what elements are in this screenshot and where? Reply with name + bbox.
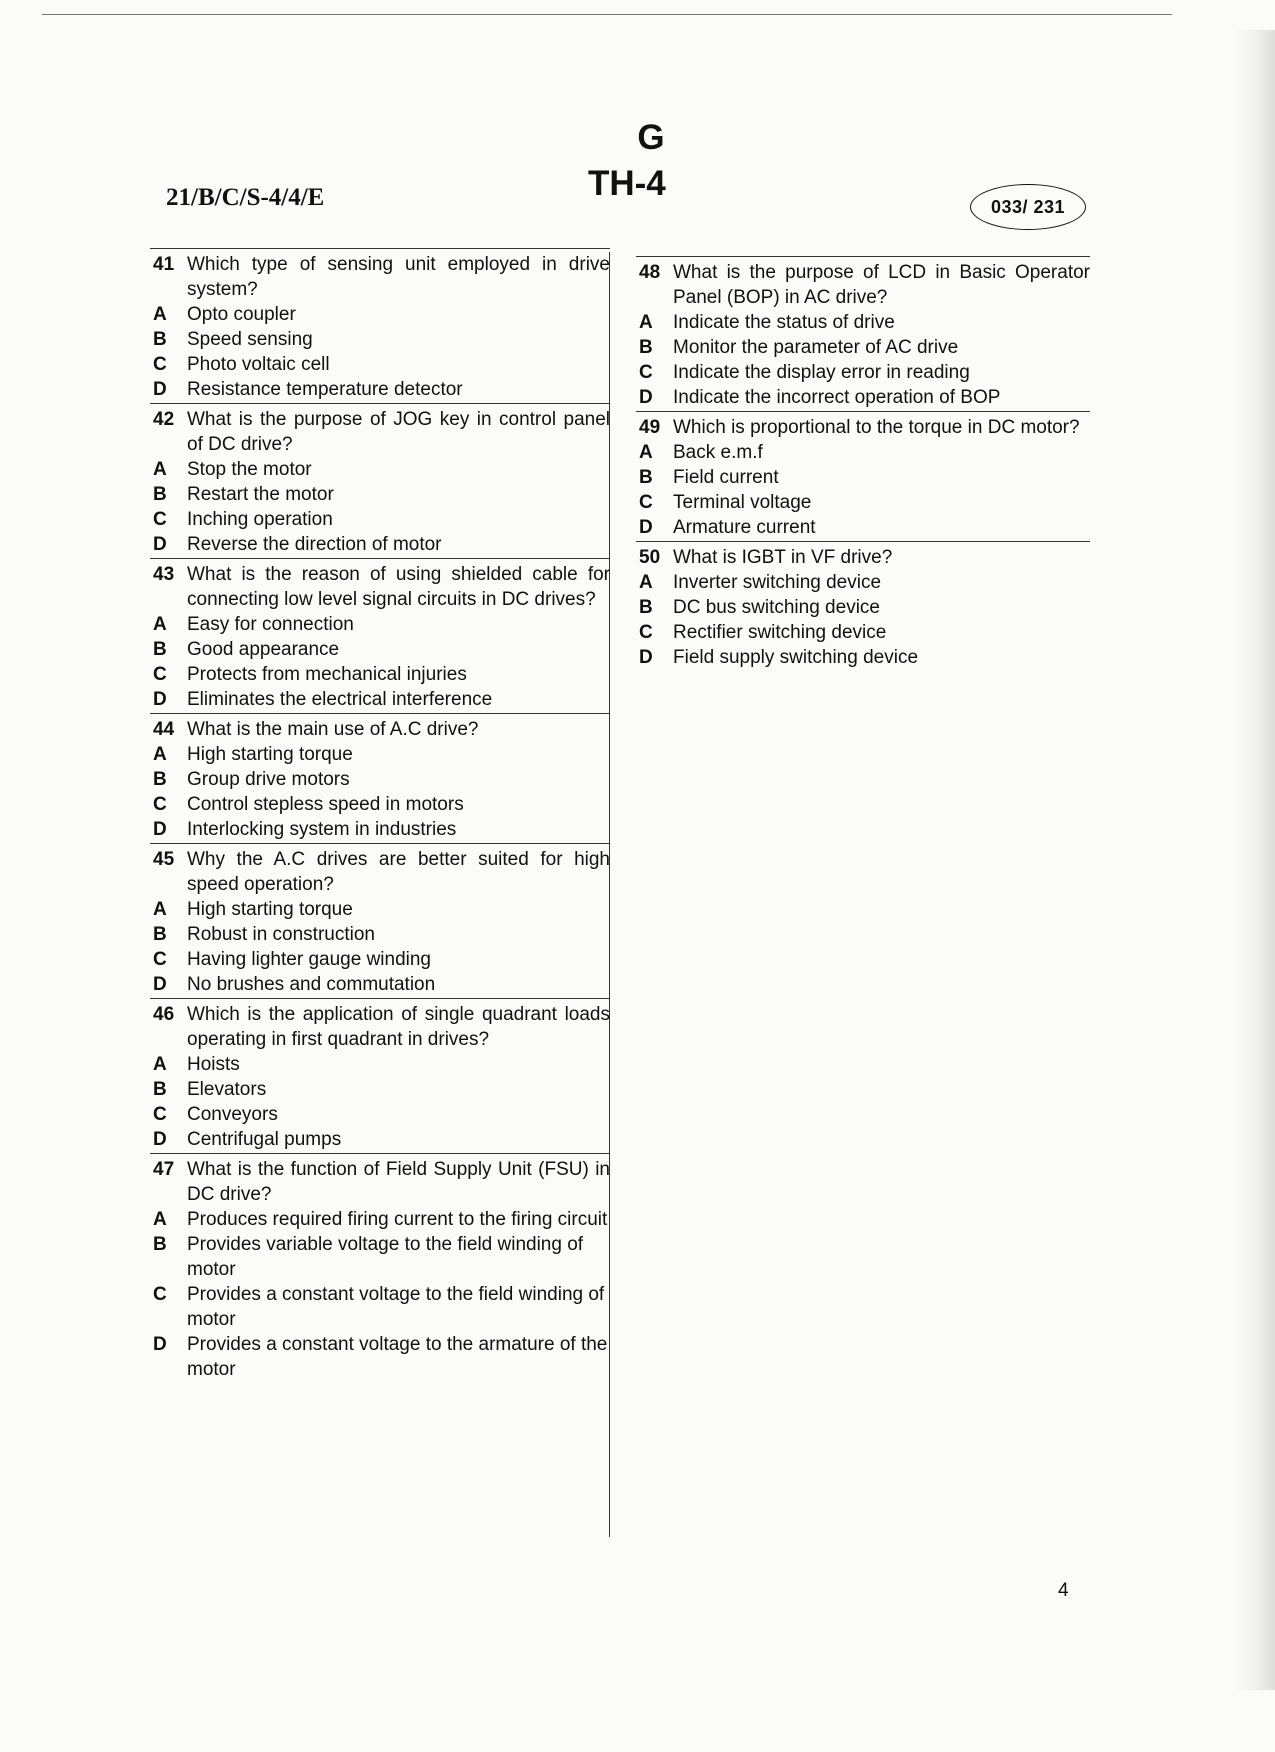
option <box>150 742 610 767</box>
option-text: Back e.m.f <box>673 442 763 463</box>
question <box>150 1153 610 1383</box>
option-text: Hoists <box>187 1054 240 1075</box>
option-letter: C <box>153 664 167 685</box>
option <box>150 767 610 792</box>
option <box>150 792 610 817</box>
option-letter: D <box>153 974 167 995</box>
question <box>636 411 1090 541</box>
option-letter: B <box>639 337 653 358</box>
option-text: Indicate the incorrect operation of BOP <box>673 387 1001 408</box>
option-letter: A <box>153 1054 167 1075</box>
question-number: 48 <box>639 262 661 283</box>
question-text: Which type of sensing unit employed in drive system? <box>187 254 610 300</box>
option-letter: D <box>153 534 167 555</box>
option-text: Group drive motors <box>187 769 350 790</box>
option-text: Provides a constant voltage to the armature of the motor <box>187 1334 608 1380</box>
option-letter: A <box>153 744 167 765</box>
option-letter: D <box>639 387 653 408</box>
option-text: Protects from mechanical injuries <box>187 664 467 685</box>
question-text: Why the A.C drives are better suited for high speed operation? <box>187 849 610 895</box>
serial-number: 033/ 231 <box>990 196 1066 217</box>
option <box>150 687 610 712</box>
option-text: Easy for connection <box>187 614 354 635</box>
question-number: 45 <box>153 849 175 870</box>
option-text: Field supply switching device <box>673 647 919 668</box>
option <box>150 1207 610 1232</box>
question-number: 42 <box>153 409 175 430</box>
option-text: Elevators <box>187 1079 267 1100</box>
option-letter: C <box>153 354 167 375</box>
option <box>150 897 610 922</box>
question <box>150 713 610 843</box>
question-number: 46 <box>153 1004 175 1025</box>
option-text: Restart the motor <box>187 484 334 505</box>
option-text: Opto coupler <box>187 304 296 325</box>
option-letter: C <box>639 492 653 513</box>
option <box>636 360 1090 385</box>
option-letter: A <box>153 614 167 635</box>
question-number: 49 <box>639 417 661 438</box>
option-text: Reverse the direction of motor <box>187 534 442 555</box>
option <box>636 570 1090 595</box>
question-number: 43 <box>153 564 175 585</box>
option-text: DC bus switching device <box>673 597 880 618</box>
set-letter: G <box>637 118 665 157</box>
question <box>150 843 610 998</box>
option <box>150 1282 610 1332</box>
page-number: 4 <box>1058 1580 1069 1601</box>
option <box>150 507 610 532</box>
option-text: Inching operation <box>187 509 333 530</box>
option <box>150 947 610 972</box>
option-text: Rectifier switching device <box>673 622 887 643</box>
paper-title: TH-4 <box>588 164 666 203</box>
option-letter: D <box>639 647 653 668</box>
option <box>150 1332 610 1382</box>
option-letter: A <box>153 899 167 920</box>
option-letter: D <box>153 379 167 400</box>
question-text: What is IGBT in VF drive? <box>673 547 893 568</box>
option-text: Interlocking system in industries <box>187 819 457 840</box>
option-letter: B <box>153 329 167 350</box>
option-letter: B <box>153 769 167 790</box>
option-letter: B <box>153 484 167 505</box>
option-letter: C <box>639 622 653 643</box>
option <box>636 645 1090 670</box>
top-rule <box>42 14 1172 15</box>
question <box>150 248 610 403</box>
question <box>150 998 610 1153</box>
option-text: Indicate the display error in reading <box>673 362 970 383</box>
option-text: Provides variable voltage to the field winding of motor <box>187 1234 584 1280</box>
option-letter: A <box>153 304 167 325</box>
option-text: Centrifugal pumps <box>187 1129 342 1150</box>
option <box>150 377 610 402</box>
option-letter: C <box>153 794 167 815</box>
option-text: Terminal voltage <box>673 492 812 513</box>
option-text: Control stepless speed in motors <box>187 794 464 815</box>
question <box>150 403 610 558</box>
question-number: 50 <box>639 547 661 568</box>
option <box>636 335 1090 360</box>
question <box>636 256 1090 411</box>
option-letter: B <box>153 924 167 945</box>
option-letter: C <box>153 949 167 970</box>
question-number: 41 <box>153 254 175 275</box>
option <box>150 1102 610 1127</box>
option-letter: D <box>153 1334 167 1355</box>
right-column <box>636 256 1090 671</box>
option <box>150 302 610 327</box>
option <box>636 490 1090 515</box>
option-letter: D <box>153 689 167 710</box>
option-text: Armature current <box>673 517 816 538</box>
question <box>636 541 1090 671</box>
question-text: Which is the application of single quadrant loads operating in first quadrant in drives? <box>187 1004 610 1050</box>
option <box>150 327 610 352</box>
question-text: What is the purpose of LCD in Basic Operator Panel (BOP) in AC drive? <box>673 262 1090 308</box>
option <box>150 457 610 482</box>
option <box>636 310 1090 335</box>
option-text: High starting torque <box>187 744 353 765</box>
question-text: What is the purpose of JOG key in control panel of DC drive? <box>187 409 610 455</box>
option <box>150 1232 610 1282</box>
question-text: What is the function of Field Supply Unit (FSU) in DC drive? <box>187 1159 610 1205</box>
option <box>150 1077 610 1102</box>
option <box>636 440 1090 465</box>
option-text: High starting torque <box>187 899 353 920</box>
option-letter: A <box>639 312 653 333</box>
paper-code: 21/B/C/S-4/4/E <box>166 184 325 211</box>
option-text: Having lighter gauge winding <box>187 949 431 970</box>
option <box>150 817 610 842</box>
option-text: Eliminates the electrical interference <box>187 689 493 710</box>
question-text: Which is proportional to the torque in DC motor? <box>673 417 1080 438</box>
option-text: Stop the motor <box>187 459 312 480</box>
option-letter: A <box>153 1209 167 1230</box>
option-letter: B <box>639 467 653 488</box>
left-column <box>150 248 610 1383</box>
option <box>636 620 1090 645</box>
option <box>150 532 610 557</box>
option-text: Speed sensing <box>187 329 313 350</box>
option-text: Good appearance <box>187 639 340 660</box>
option <box>636 385 1090 410</box>
option <box>150 662 610 687</box>
option <box>636 465 1090 490</box>
option <box>150 482 610 507</box>
option-letter: D <box>639 517 653 538</box>
option-text: Indicate the status of drive <box>673 312 895 333</box>
option-text: Photo voltaic cell <box>187 354 330 375</box>
serial-oval <box>970 184 1086 230</box>
option <box>150 612 610 637</box>
option <box>150 1052 610 1077</box>
option-text: Produces required firing current to the firing circuit <box>187 1209 608 1230</box>
option <box>150 972 610 997</box>
page-edge-shadow <box>1233 30 1275 1690</box>
option-letter: D <box>153 819 167 840</box>
option-letter: B <box>153 639 167 660</box>
option <box>636 595 1090 620</box>
option-letter: A <box>153 459 167 480</box>
option-text: Field current <box>673 467 779 488</box>
question-text: What is the main use of A.C drive? <box>187 719 479 740</box>
option-text: Provides a constant voltage to the field winding of motor <box>187 1284 605 1330</box>
option-text: No brushes and commutation <box>187 974 436 995</box>
option <box>150 352 610 377</box>
question-number: 47 <box>153 1159 175 1180</box>
option <box>150 922 610 947</box>
option <box>150 1127 610 1152</box>
question-number: 44 <box>153 719 175 740</box>
option-letter: A <box>639 572 653 593</box>
option-text: Resistance temperature detector <box>187 379 463 400</box>
option-letter: C <box>639 362 653 383</box>
option-letter: B <box>153 1234 167 1255</box>
option-text: Monitor the parameter of AC drive <box>673 337 959 358</box>
option <box>636 515 1090 540</box>
option-letter: A <box>639 442 653 463</box>
option-letter: B <box>639 597 653 618</box>
option <box>150 637 610 662</box>
question-text: What is the reason of using shielded cable for connecting low level signal circuits in DC drives? <box>187 564 610 610</box>
option-letter: C <box>153 509 167 530</box>
option-letter: C <box>153 1104 167 1125</box>
option-letter: C <box>153 1284 167 1305</box>
option-letter: B <box>153 1079 167 1100</box>
option-text: Conveyors <box>187 1104 278 1125</box>
question <box>150 558 610 713</box>
option-letter: D <box>153 1129 167 1150</box>
option-text: Inverter switching device <box>673 572 882 593</box>
option-text: Robust in construction <box>187 924 375 945</box>
